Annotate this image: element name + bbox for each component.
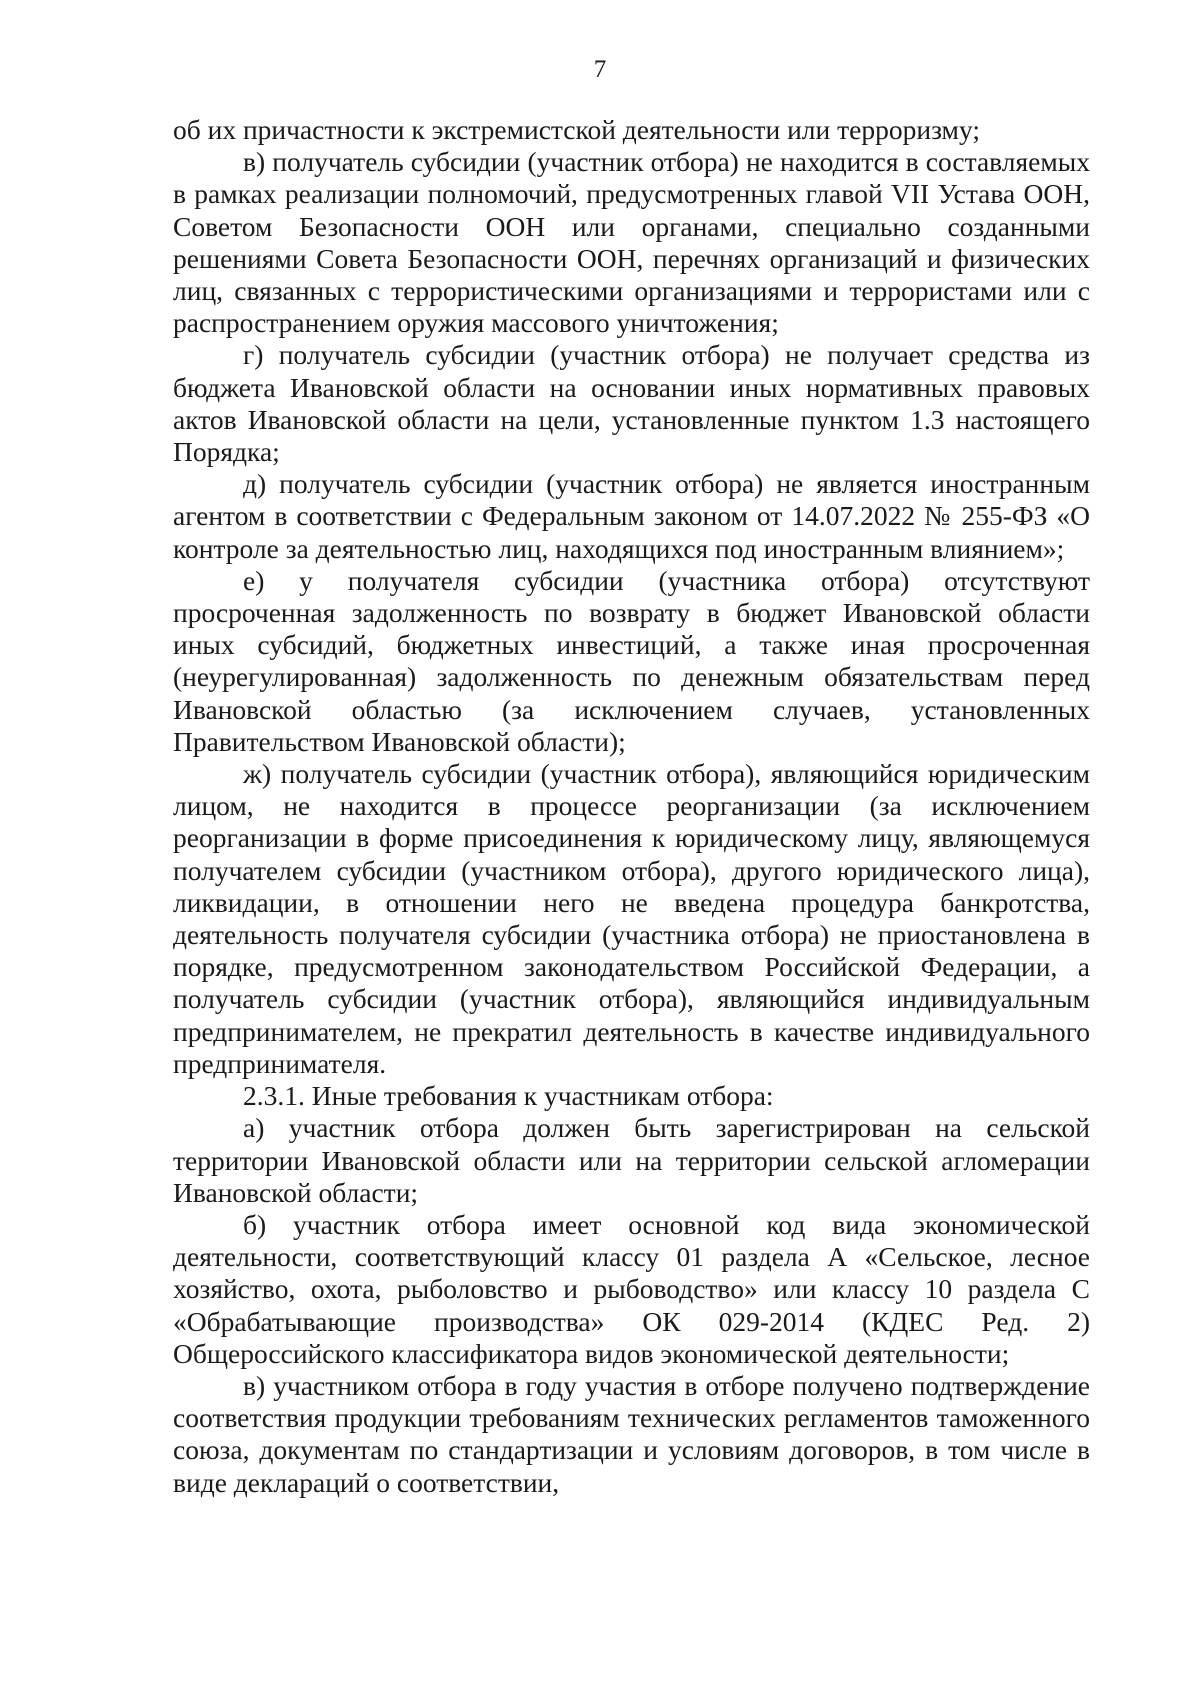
paragraph-item-d: д) получатель субсидии (участник отбора) не является иностранным агентом в соответствии с Федеральным законом от 14.07.2022 № 255-ФЗ «О контроле за деятельностью лиц, находящихся под иностранным влиянием»; (173, 468, 1090, 564)
paragraph-terrorism-end: об их причастности к экстремистской деятельности или терроризму; (173, 114, 980, 145)
paragraph-req-b: б) участник отбора имеет основной код вида экономической деятельности, соответствующий классу 01 раздела А «Сельское, лесное хозяйство, охота, рыболовство и рыбоводство» или классу 10 раздела С «Обрабатывающие производства» ОК 029-2014 (КДЕС Ред. 2) Общероссийского классификатора видов экономической деятельности; (173, 1208, 1090, 1369)
page-number: 7 (593, 56, 607, 83)
paragraph-item-v: в) получатель субсидии (участник отбора) не находится в составляемых в рамках реализации полномочий, предусмотренных главой VII Устава ООН, Советом Безопасности ООН или органами, специально созданными решениями Совета Безопасности ООН, перечнях организаций и физических лиц, связанных с террористическими организациями и террористами или с распространением оружия массового уничтожения; (173, 146, 1090, 339)
paragraph-req-a: а) участник отбора должен быть зарегистрирован на сельской территории Ивановской области или на территории сельской агломерации Ивановской области; (173, 1112, 1090, 1208)
paragraph-2-3-1-heading: 2.3.1. Иные требования к участникам отбора: (243, 1080, 774, 1112)
paragraph-item-e: е) у получателя субсидии (участника отбора) отсутствуют просроченная задолженность по возврату в бюджет Ивановской области иных субсидий, бюджетных инвестиций, а также иная просроченная (неурегулированная) задолженность по денежным обязательствам перед Ивановской областью (за исключением случаев, установленных Правительством Ивановской области); (173, 564, 1090, 757)
document-body (173, 114, 1090, 1499)
paragraph-item-zh: ж) получатель субсидии (участник отбора), являющийся юридическим лицом, не находится в процессе реорганизации (за исключением реорганизации в форме присоединения к юридическому лицу, являющемуся получателем субсидии (участником отбора), другого юридического лица), ликвидации, в отношении него не введена процедура банкротства, деятельность получателя субсидии (участника отбора) не приостановлена в порядке, предусмотренном законодательством Российской Федерации, а получатель субсидии (участник отбора), являющийся индивидуальным предпринимателем, не прекратил деятельность в качестве индивидуального предпринимателя. (173, 758, 1090, 1079)
paragraph-req-v: в) участником отбора в году участия в отборе получено подтверждение соответствия продукции требованиям технических регламентов таможенного союза, документам по стандартизации и условиям договоров, в том числе в виде деклараций о соответствии, (173, 1369, 1090, 1498)
paragraph-item-g: г) получатель субсидии (участник отбора) не получает средства из бюджета Ивановской области на основании иных нормативных правовых актов Ивановской области на цели, установленные пунктом 1.3 настоящего Порядка; (173, 339, 1090, 468)
